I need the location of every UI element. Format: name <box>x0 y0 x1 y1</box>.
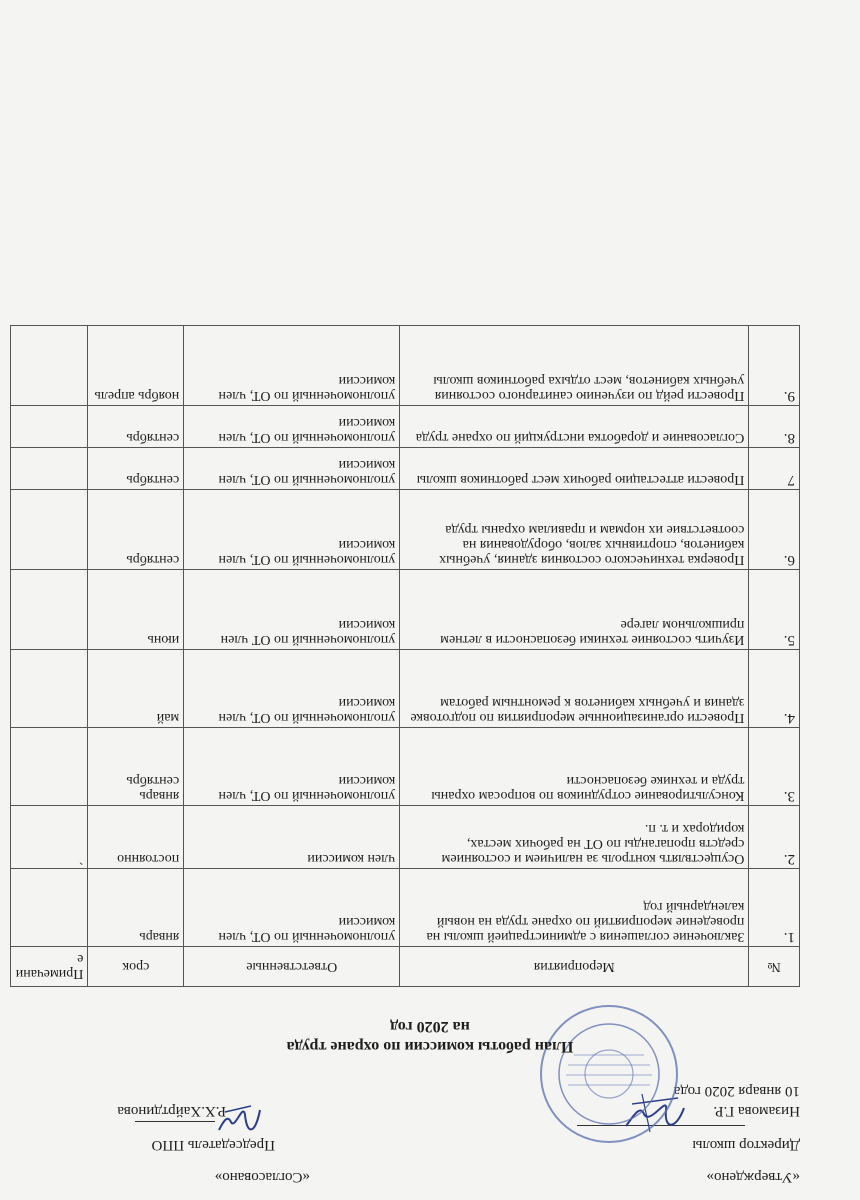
page-subtitle: на 2020 год <box>390 1018 470 1035</box>
approved-label: «Утверждено» <box>706 1169 800 1185</box>
row-term: июнь <box>88 570 184 650</box>
row-responsible: уполномоченный по ОТ, член комиссии <box>184 326 400 406</box>
ppo-signature-line <box>135 1121 215 1122</box>
row-num: 9. <box>749 326 800 406</box>
plan-table <box>10 325 800 987</box>
row-term: сентябрь <box>88 490 184 570</box>
row-term: январь сентябрь <box>88 728 184 806</box>
table-row <box>11 869 800 947</box>
ppo-chair-name: Р.Х.Хайртдинова <box>117 1103 226 1119</box>
row-event: Провести аттестацию рабочих мест работников школы <box>400 448 749 490</box>
table-header-row <box>11 947 800 987</box>
row-num: 3. <box>749 728 800 806</box>
row-responsible: уполномоченный по ОТ, член комиссии <box>184 869 400 947</box>
row-num: 5. <box>749 570 800 650</box>
agreed-label: «Согласовано» <box>214 1169 310 1185</box>
table-row <box>11 806 800 869</box>
row-num: 1. <box>749 869 800 947</box>
row-num: 2. <box>749 806 800 869</box>
table-row <box>11 570 800 650</box>
row-num: 6. <box>749 490 800 570</box>
header-responsible: Ответственные <box>184 947 400 987</box>
table-row <box>11 326 800 406</box>
row-term: ноябрь апрель <box>88 326 184 406</box>
row-note <box>11 406 88 448</box>
header-note: Примечание <box>11 947 88 987</box>
header-num: № <box>749 947 800 987</box>
ppo-signature-icon <box>215 1100 265 1140</box>
row-event: Консультирование сотрудников по вопросам охраны труда и технике безопасности <box>400 728 749 806</box>
row-note <box>11 448 88 490</box>
row-responsible: уполномоченный по ОТ, член комиссии <box>184 650 400 728</box>
row-term: май <box>88 650 184 728</box>
row-responsible: уполномоченный по ОТ, член комиссии <box>184 490 400 570</box>
row-note <box>11 650 88 728</box>
row-event: Заключение соглашения с администрацией школы на проведение мероприятий по охране труда на новый календарный год <box>400 869 749 947</box>
row-responsible: член комиссии <box>184 806 400 869</box>
row-num: 4. <box>749 650 800 728</box>
row-note <box>11 869 88 947</box>
director-name: Низамова Г.Р. <box>713 1103 800 1119</box>
table-row <box>11 406 800 448</box>
row-event: Изучить состояние техники безопасности в летнем пришкольном лагере <box>400 570 749 650</box>
row-responsible: уполномоченный по ОТ член комиссии <box>184 570 400 650</box>
row-event: Провести организационные мероприятия по подготовке здания и учебных кабинетов к ремонтным работам <box>400 650 749 728</box>
ppo-chair-position: Председатель ППО <box>151 1137 275 1153</box>
row-note <box>11 570 88 650</box>
row-term: январь <box>88 869 184 947</box>
row-event: Осуществлять контроль за наличием и состоянием средств пропаганды по ОТ на рабочих местах, коридорах и т. п. <box>400 806 749 869</box>
row-responsible: уполномоченный по ОТ, член комиссии <box>184 448 400 490</box>
table-row <box>11 650 800 728</box>
row-num: 7 <box>749 448 800 490</box>
row-note <box>11 728 88 806</box>
row-responsible: уполномоченный по ОТ, член комиссии <box>184 728 400 806</box>
row-note <box>11 326 88 406</box>
row-note: ` <box>11 806 88 869</box>
row-term: сентябрь <box>88 448 184 490</box>
table-row <box>11 728 800 806</box>
table-row <box>11 490 800 570</box>
row-event: Согласование и доработка инструкций по охране труда <box>400 406 749 448</box>
header-event: Мероприятия <box>400 947 749 987</box>
row-responsible: уполномоченный по ОТ, член комиссии <box>184 406 400 448</box>
row-num: 8. <box>749 406 800 448</box>
row-term: сентябрь <box>88 406 184 448</box>
row-event: Проверка технического состояния здания, учебных кабинетов, спортивных залов, оборудования на соответствие их нормам и правилам охраны труда <box>400 490 749 570</box>
row-event: Провести рейд по изучению санитарного состояния учебных кабинетов, мест отдыха работников школы <box>400 326 749 406</box>
table-row <box>11 448 800 490</box>
approval-date: 10 января 2020 года <box>673 1083 800 1099</box>
page-title: План работы комиссии по охране труда <box>286 1038 574 1055</box>
header-term: срок <box>88 947 184 987</box>
director-position: Директор школы <box>692 1137 800 1153</box>
row-note <box>11 490 88 570</box>
row-term: постоянно <box>88 806 184 869</box>
